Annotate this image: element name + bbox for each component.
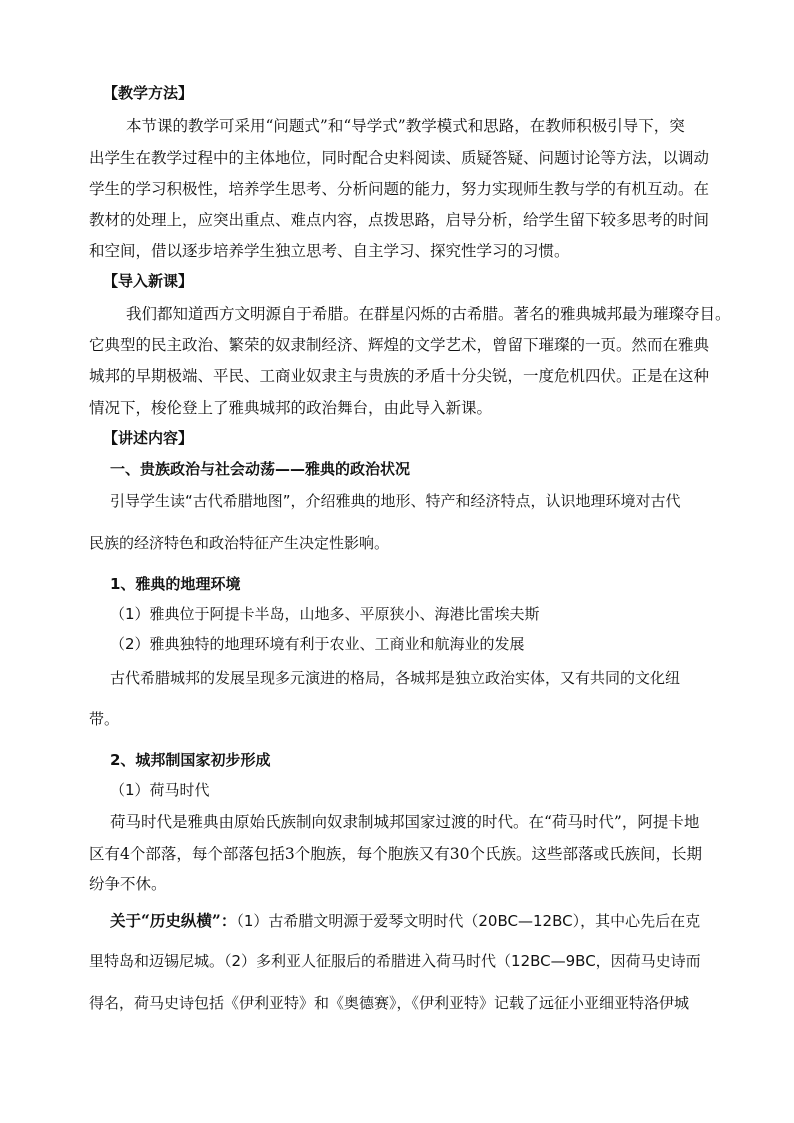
section-heading-method: 【教学方法】 <box>103 84 194 102</box>
list-item: （2）雅典独特的地理环境有利于农业、工商业和航海业的发展 <box>110 635 525 653</box>
paragraph-line: 荷马时代是雅典由原始氏族制向奴隶制城邦国家过渡的时代。在“荷马时代”，阿提卡地 <box>110 813 700 831</box>
list-item: （1）荷马时代 <box>110 781 210 799</box>
paragraph-line: 情况下，梭伦登上了雅典城邦的政治舞台，由此导入新课。 <box>89 399 493 417</box>
paragraph-line: 教材的处理上，应突出重点、难点内容，点拨思路，启导分析，给学生留下较多思考的时间 <box>89 211 710 229</box>
paragraph-line: 城邦的早期极端、平民、工商业奴隶主与贵族的矛盾十分尖锐，一度危机四伏。正是在这种 <box>89 367 710 385</box>
paragraph-line: 带。 <box>89 710 120 728</box>
paragraph-line: 本节课的教学可采用“问题式”和“导学式”教学模式和思路，在教师积极引导下，突 <box>126 117 685 135</box>
paragraph-line: 它典型的民主政治、繁荣的奴隶制经济、辉煌的文学艺术，曾留下璀璨的一页。然而在雅典 <box>89 336 710 354</box>
history-paragraph-line <box>110 909 700 931</box>
paragraph-line: 我们都知道西方文明源自于希腊。在群星闪烁的古希腊。著名的雅典城邦最为璀璨夺目。 <box>126 305 731 323</box>
section-heading-content: 【讲述内容】 <box>103 429 194 447</box>
paragraph-text: （1）古希腊文明源于爱琴文明时代（20BC—12BC），其中心先后在克 <box>236 912 701 930</box>
section-title-1: 一、贵族政治与社会动荡——雅典的政治状况 <box>110 460 411 478</box>
subsection-title-1: 1、雅典的地理环境 <box>110 575 241 593</box>
list-item: （1）雅典位于阿提卡半岛，山地多、平原狭小、海港比雷埃夫斯 <box>110 605 540 623</box>
paragraph-line: 古代希腊城邦的发展呈现多元演进的格局，各城邦是独立政治实体，又有共同的文化纽 <box>110 669 681 687</box>
paragraph-line: 民族的经济特色和政治特征产生决定性影响。 <box>89 534 390 552</box>
history-label: 关于“历史纵横”： <box>110 911 237 930</box>
paragraph-line: 纷争不休。 <box>89 875 167 893</box>
paragraph-line: 得名，荷马史诗包括《伊利亚特》和《奥德赛》，《伊利亚特》记载了远征小亚细亚特洛伊城 <box>89 994 690 1012</box>
paragraph-line: 学生的学习积极性，培养学生思考、分析问题的能力，努力实现师生教与学的有机互动。在 <box>89 180 710 198</box>
paragraph-line: 出学生在教学过程中的主体地位，同时配合史料阅读、质疑答疑、问题讨论等方法，以调动 <box>89 149 710 167</box>
paragraph-line: 里特岛和迈锡尼城。（2）多利亚人征服后的希腊进入荷马时代（12BC—9BC，因荷马史诗而 <box>89 952 701 970</box>
section-heading-intro: 【导入新课】 <box>103 272 194 290</box>
paragraph-line: 和空间，借以逐步培养学生独立思考、自主学习、探究性学习的习惯。 <box>89 242 570 260</box>
paragraph-line: 区有4个部落，每个部落包括3个胞族，每个胞族又有30个氏族。这些部落或氏族间，长期 <box>89 845 702 863</box>
subsection-title-2: 2、城邦制国家初步形成 <box>110 751 271 769</box>
paragraph-line: 引导学生读“古代希腊地图”，介绍雅典的地形、特产和经济特点，认识地理环境对古代 <box>110 492 681 510</box>
